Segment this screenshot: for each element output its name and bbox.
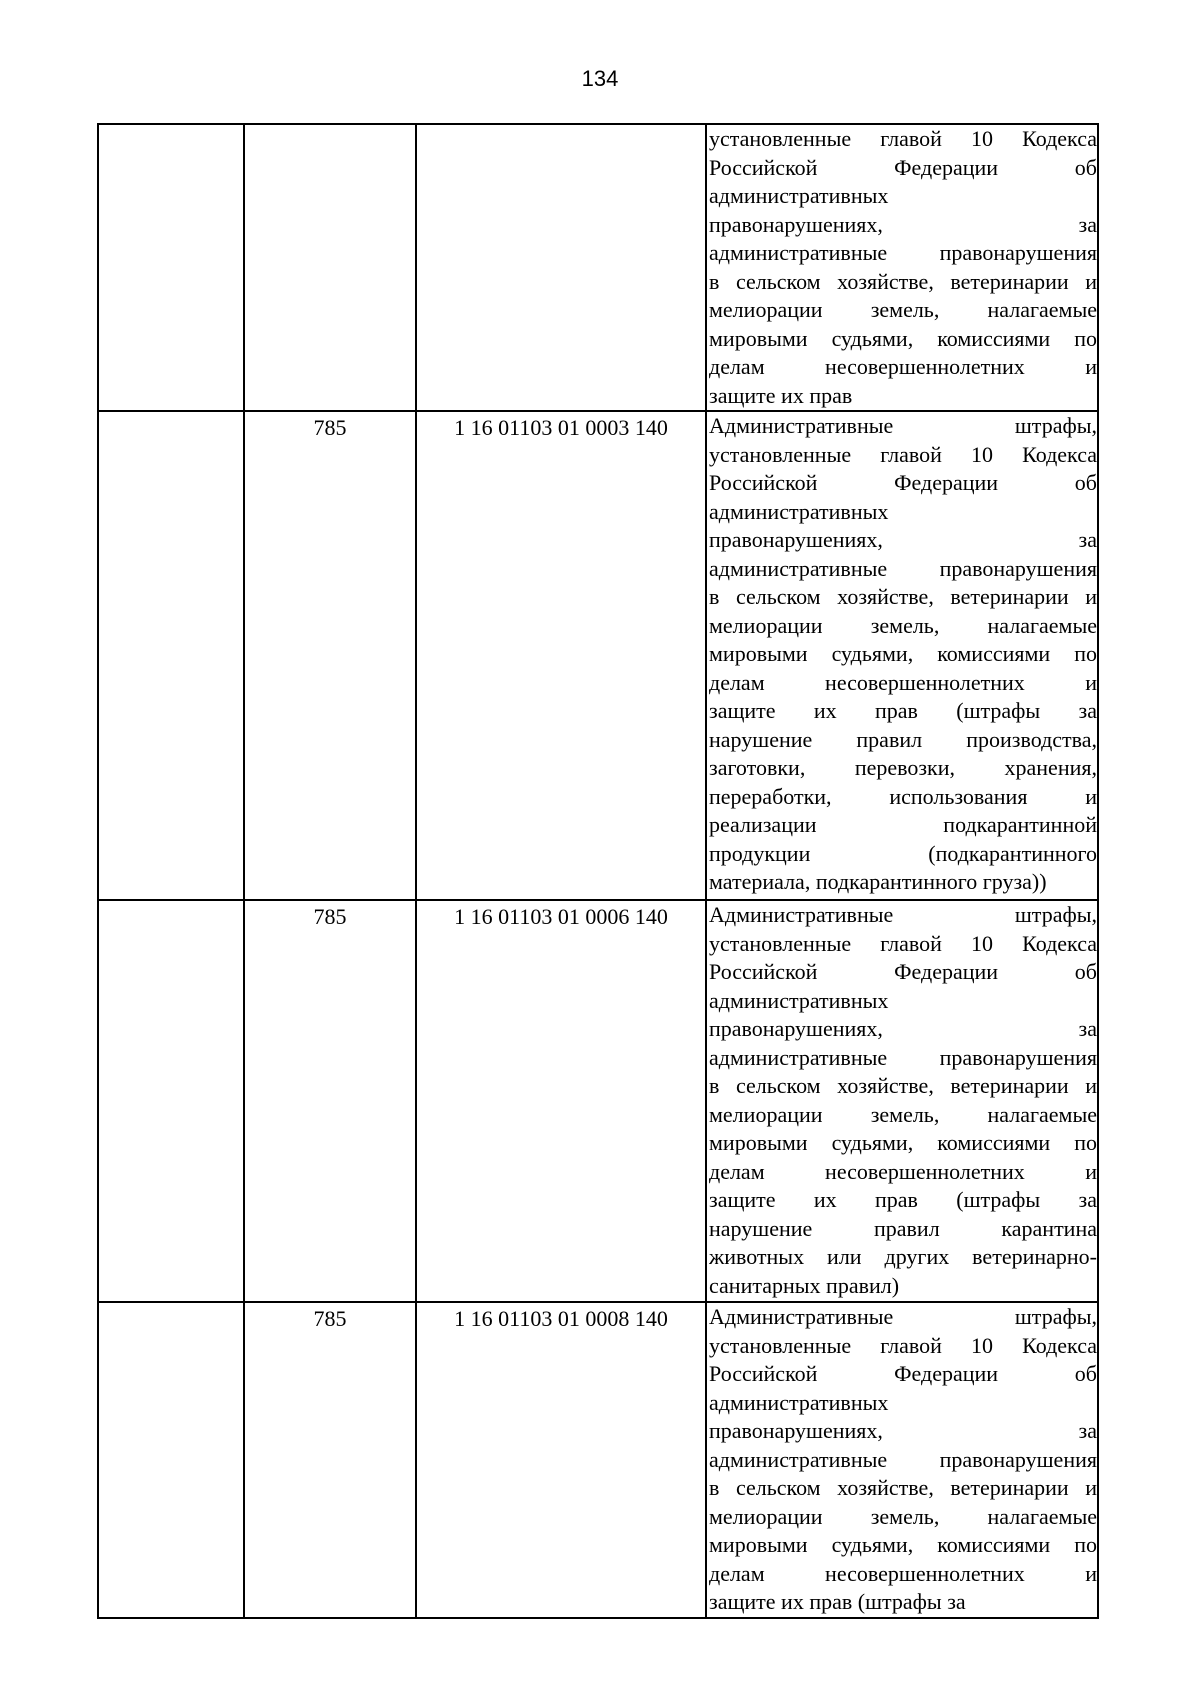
description-line: Российской Федерации об <box>709 959 1097 984</box>
description-line: заготовки, перевозки, хранения, <box>709 755 1097 780</box>
description-line: санитарных правил) <box>709 1272 900 1298</box>
empty-cell <box>98 900 244 1302</box>
kbk-cell: 1 16 01103 01 0006 140 <box>416 900 706 1302</box>
description-line: Российской Федерации об <box>709 1361 1097 1386</box>
description-line: продукции (подкарантинного <box>709 840 1097 866</box>
description-line: нарушение правил производства, <box>709 726 1097 752</box>
description-line: правонарушениях, за <box>709 1016 1097 1041</box>
description-line: мировыми судьями, комиссиями по <box>709 1532 1097 1557</box>
description-line: мировыми судьями, комиссиями по <box>709 1130 1097 1155</box>
page-number: 134 <box>581 66 619 91</box>
description-line: мировыми судьями, комиссиями по <box>709 641 1097 666</box>
description-line: установленные главой 10 Кодекса <box>709 126 1097 151</box>
description-line: административных <box>709 498 889 524</box>
description-line: правонарушениях, за <box>709 211 1097 237</box>
table-row <box>98 124 1098 411</box>
description-line: животных или других ветеринарно- <box>709 1244 1097 1269</box>
description-cell <box>706 124 1098 411</box>
description-line: защите их прав (штрафы за <box>709 698 1097 723</box>
description-line: мелиорации земель, налагаемые <box>709 1101 1097 1127</box>
description-line: установленные главой 10 Кодекса <box>709 441 1097 467</box>
description-line: Административные штрафы, <box>709 1304 1097 1329</box>
description-cell <box>706 1302 1098 1618</box>
description-line: правонарушениях, за <box>709 1418 1097 1443</box>
empty-cell <box>98 124 244 411</box>
description-line: переработки, использования и <box>709 783 1097 809</box>
admin-code-cell: 785 <box>244 411 416 900</box>
table-row <box>98 1302 1098 1618</box>
description-line: мелиорации земель, налагаемые <box>709 297 1097 322</box>
kbk-cell: 1 16 01103 01 0003 140 <box>416 411 706 900</box>
admin-code-cell: 785 <box>244 1302 416 1618</box>
description-cell <box>706 900 1098 1302</box>
description-line: установленные главой 10 Кодекса <box>709 1332 1097 1358</box>
kbk-cell <box>416 124 706 411</box>
description-line: в сельском хозяйстве, ветеринарии и <box>709 1475 1097 1500</box>
description-line: делам несовершеннолетних и <box>709 354 1097 379</box>
description-line: делам несовершеннолетних и <box>709 1560 1097 1586</box>
kbk-cell: 1 16 01103 01 0008 140 <box>416 1302 706 1618</box>
table-row <box>98 411 1098 900</box>
admin-code-cell: 785 <box>244 900 416 1302</box>
description-line: защите их прав (штрафы за <box>709 1187 1097 1212</box>
description-line: правонарушениях, за <box>709 527 1097 552</box>
description-cell <box>706 411 1098 900</box>
admin-code-cell <box>244 124 416 411</box>
description-line: административные правонарушения <box>709 240 1097 265</box>
table-row <box>98 900 1098 1302</box>
description-line: Российской Федерации об <box>709 470 1097 495</box>
description-line: в сельском хозяйстве, ветеринарии и <box>709 268 1097 294</box>
description-line: нарушение правил карантина <box>709 1215 1097 1241</box>
empty-cell <box>98 411 244 900</box>
description-line: административные правонарушения <box>709 1044 1097 1070</box>
empty-cell <box>98 1302 244 1618</box>
description-line: мелиорации земель, налагаемые <box>709 1503 1097 1529</box>
description-line: реализации подкарантинной <box>709 812 1097 837</box>
description-line: защите их прав <box>709 382 853 408</box>
description-line: мелиорации земель, налагаемые <box>709 612 1097 638</box>
description-line: административных <box>709 183 889 208</box>
description-line: административных <box>709 987 889 1013</box>
description-line: защите их прав (штрафы за <box>709 1589 966 1614</box>
description-line: делам несовершеннолетних и <box>709 669 1097 695</box>
kbk-table <box>97 123 1099 1619</box>
description-line: Административные штрафы, <box>709 413 1097 438</box>
description-line: административные правонарушения <box>709 1446 1097 1472</box>
description-line: материала, подкарантинного груза)) <box>709 869 1047 894</box>
description-line: делам несовершеннолетних и <box>709 1158 1097 1184</box>
description-line: мировыми судьями, комиссиями по <box>709 325 1097 351</box>
description-line: Административные штрафы, <box>709 902 1097 927</box>
description-line: Российской Федерации об <box>709 154 1097 180</box>
description-line: административных <box>709 1389 889 1415</box>
description-line: в сельском хозяйстве, ветеринарии и <box>709 1073 1097 1098</box>
description-line: в сельском хозяйстве, ветеринарии и <box>709 584 1097 609</box>
description-line: административные правонарушения <box>709 555 1097 581</box>
description-line: установленные главой 10 Кодекса <box>709 930 1097 956</box>
